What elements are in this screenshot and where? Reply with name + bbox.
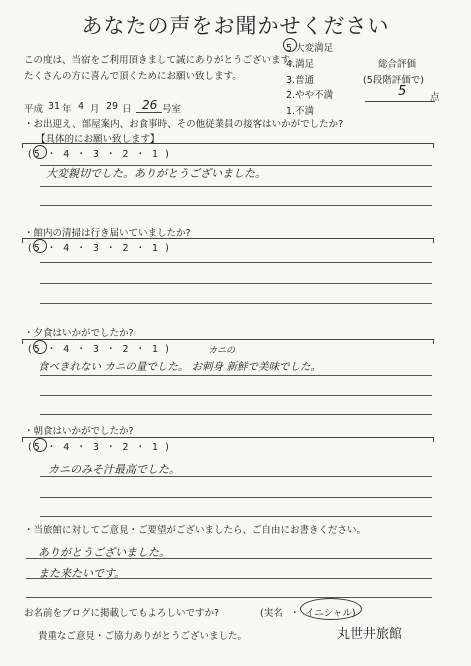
intro-line-2: たくさんの方に喜んで頂くためにお願い致します。 xyxy=(24,71,242,82)
q1-line-2 xyxy=(40,186,432,187)
date-era: 平成 xyxy=(24,104,44,115)
q3-line-2 xyxy=(40,395,432,396)
blog-dot: ・ xyxy=(290,608,300,619)
q4-line-2 xyxy=(40,497,432,498)
overall-underline xyxy=(365,101,435,102)
q3-question: ・夕食はいかがでしたか? xyxy=(24,328,134,339)
scale-item-5: 5.大変満足 xyxy=(286,43,334,54)
q1-question: ・お出迎え、部屋案内、お食事時、その他従業員の接客はいかがでしたか? xyxy=(24,119,344,130)
scale-item-1: 1.不満 xyxy=(286,106,315,117)
q3-note: カニの xyxy=(208,346,236,356)
q3-scale: (5 ・ 4 ・ 3 ・ 2 ・ 1 ) xyxy=(28,344,171,355)
q4-line-1 xyxy=(40,476,432,477)
q2-selected-circle xyxy=(33,239,47,253)
date-year-unit: 年 xyxy=(62,104,72,115)
opinion-line-3 xyxy=(26,597,432,598)
q4-selected-circle xyxy=(33,438,47,452)
q1-line-3 xyxy=(40,205,432,206)
blog-initial: イニシャル) xyxy=(305,608,356,619)
opinion-answer-line-2: また来たいです。 xyxy=(38,567,126,580)
date-month-unit: 月 xyxy=(90,104,100,115)
blog-question: お名前をブログに掲載してもよろしいですか? xyxy=(24,608,220,619)
blog-real-name: (実名 xyxy=(260,608,283,619)
intro-line-1: この度は、当宿をご利用頂きまして誠にありがとうございます。 xyxy=(24,55,299,66)
date-day-unit: 日 xyxy=(122,104,132,115)
q1-selected-circle xyxy=(33,145,47,159)
q3-line-1 xyxy=(40,375,432,376)
q1-answer: 大変親切でした。ありがとうございました。 xyxy=(46,167,266,180)
q4-line-3 xyxy=(40,516,432,517)
q2-line-1 xyxy=(40,262,432,263)
q3-answer: 食べきれない カニの量でした。 お刺身 新鮮で美味でした。 xyxy=(38,361,322,373)
overall-value: 5 xyxy=(398,84,407,99)
q4-question: ・朝食はいかがでしたか? xyxy=(24,426,134,437)
date-day: 29 xyxy=(106,101,119,112)
q3-line-3 xyxy=(40,414,432,415)
overall-unit: 点 xyxy=(430,92,440,103)
q3-selected-circle xyxy=(33,340,47,354)
opinion-question: ・当旅館に対してご意見・ご要望がございましたら、ご自由にお書きください。 xyxy=(24,525,367,536)
inn-name: 丸世井旅館 xyxy=(337,627,403,642)
q1-scale: (5 ・ 4 ・ 3 ・ 2 ・ 1 ) xyxy=(28,149,171,160)
overall-sub: (5段階評価で) xyxy=(363,75,424,86)
opinion-line-2 xyxy=(26,578,432,579)
q2-line-2 xyxy=(40,283,432,284)
scale-item-3: 3.普通 xyxy=(286,75,315,86)
q2-scale: (5 ・ 4 ・ 3 ・ 2 ・ 1 ) xyxy=(28,243,171,254)
q2-question: ・館内の清掃は行き届いていましたか? xyxy=(24,228,191,239)
scale-item-2: 2.やや不満 xyxy=(286,90,334,101)
q1-sub: 【具体的にお願い致します】 xyxy=(36,134,160,145)
opinion-line-1 xyxy=(26,558,432,559)
footer-thanks: 貴重なご意見・ご協力ありがとうございました。 xyxy=(38,631,248,642)
opinion-answer-line-1: ありがとうございました。 xyxy=(38,546,170,559)
room-number: 26 xyxy=(142,98,158,112)
q2-line-3 xyxy=(40,303,432,304)
scale-item-4: 4.満足 xyxy=(286,59,315,70)
date-year: 31 xyxy=(48,101,61,112)
q4-answer: カニのみそ汁最高でした。 xyxy=(48,463,180,476)
q4-scale: (5 ・ 4 ・ 3 ・ 2 ・ 1 ) xyxy=(28,442,171,453)
room-underline xyxy=(136,112,162,113)
page-title: あなたの声をお聞かせください xyxy=(81,14,390,38)
room-unit: 号室 xyxy=(162,104,182,115)
date-month: 4 xyxy=(78,101,85,112)
overall-label: 総合評価 xyxy=(378,59,417,70)
